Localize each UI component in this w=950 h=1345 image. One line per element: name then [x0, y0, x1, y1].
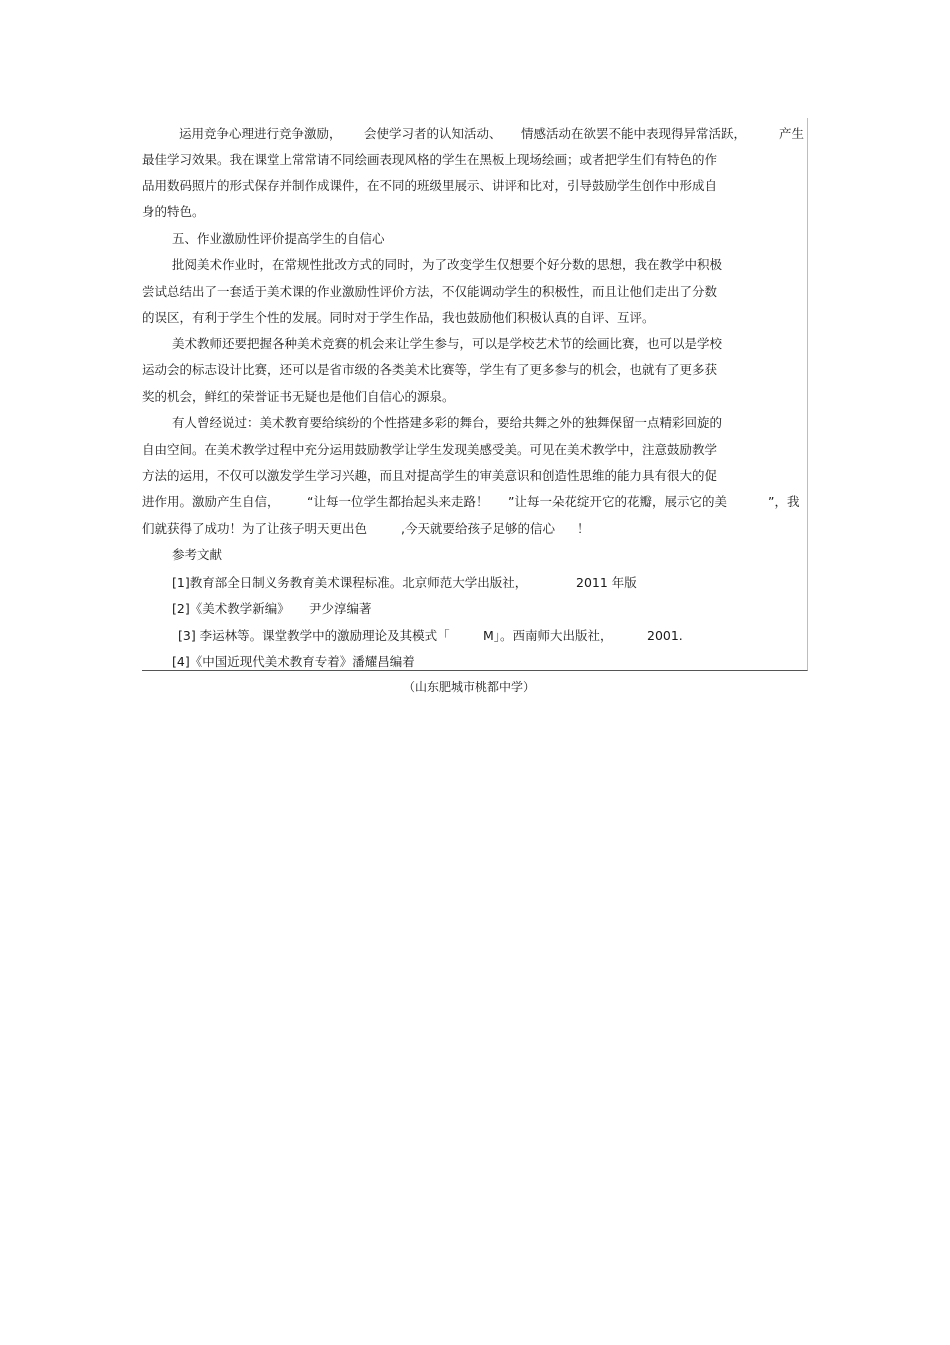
text-segment: [1]教育部全日制义务教育美术课程标准。北京师范大学出版社，: [172, 575, 528, 590]
p1-line-3: 品用数码照片的形式保存并制作成课件，在不同的班级里展示、讲评和比对，引导鼓励学生创作中形成自: [142, 178, 718, 193]
p4-line-2: 自由空间。在美术教学过程中充分运用鼓励教学让学生发现美感受美。可见在美术教学中，注意鼓励教学: [142, 442, 718, 457]
text-segment: ！: [577, 521, 590, 536]
text-segment: [4]《中国近现代美术教育专着》潘耀昌编着: [172, 654, 415, 669]
text-segment: ”让每一朵花绽开它的花瓣，展示它的美: [508, 494, 727, 509]
school-footer: （山东肥城市桃都中学）: [403, 680, 536, 694]
p3-line-3: 奖的机会，鲜红的荣誉证书无疑也是他们自信心的源泉。: [142, 389, 455, 404]
p2-line-2: 尝试总结出了一套适于美术课的作业激励性评价方法，不仅能调动学生的积极性，而且让他们走出了分数: [142, 284, 718, 299]
text-segment: [3] 李运林等。课堂教学中的激励理论及其模式「: [178, 628, 450, 643]
text-segment: 会使学习者的认知活动、: [364, 126, 502, 141]
text-segment: “让每一位学生都抬起头来走路！: [307, 494, 489, 509]
p4-line-3: 方法的运用，不仅可以激发学生学习兴趣，而且对提高学生的审美意识和创造性思维的能力具有很大的促: [142, 468, 718, 483]
p2-line-3: 的误区，有利于学生个性的发展。同时对于学生作品，我也鼓励他们积极认真的自评、互评。: [142, 310, 655, 325]
p2-line-1: 批阅美术作业时，在常规性批改方式的同时，为了改变学生仅想要个好分数的思想，我在教学中积极: [172, 257, 723, 272]
text-segment: 尹少淳编著: [309, 601, 372, 616]
p4-line-1: 有人曾经说过：美术教育要给缤纷的个性搭建多彩的舞台，要给共舞之外的独舞保留一点精彩回旋的: [172, 415, 723, 430]
p3-line-1: 美术教师还要把握各种美术竞赛的机会来让学生参与，可以是学校艺术节的绘画比赛，也可以是学校: [172, 336, 723, 351]
references-heading: 参考文献: [172, 547, 223, 562]
p1-line-4: 身的特色。: [142, 204, 205, 219]
text-segment: 产生: [779, 126, 805, 141]
text-segment: [2]《美术教学新编》: [172, 601, 290, 616]
text-segment: 2011 年版: [576, 575, 637, 590]
p3-line-2: 运动会的标志设计比赛，还可以是省市级的各类美术比赛等，学生有了更多参与的机会，也就有了更多获: [142, 362, 718, 377]
p1-line-2: 最佳学习效果。我在课堂上常常请不同绘画表现风格的学生在黑板上现场绘画；或者把学生们有特色的作: [142, 152, 718, 167]
text-segment: 情感活动在欲罢不能中表现得异常活跃，: [521, 126, 747, 141]
text-segment: 运用竞争心理进行竞争激励，: [179, 126, 342, 141]
text-segment: 2001.: [647, 628, 683, 643]
text-segment: 们就获得了成功！为了让孩子明天更出色: [142, 521, 368, 536]
text-segment: ,今天就要给孩子足够的信心: [401, 521, 555, 536]
section-heading: 五、作业激励性评价提高学生的自信心: [172, 231, 385, 246]
text-segment: ”，我: [768, 494, 800, 509]
text-segment: 进作用。激励产生自信，: [142, 494, 280, 509]
text-segment: M」。西南师大出版社，: [483, 628, 613, 643]
